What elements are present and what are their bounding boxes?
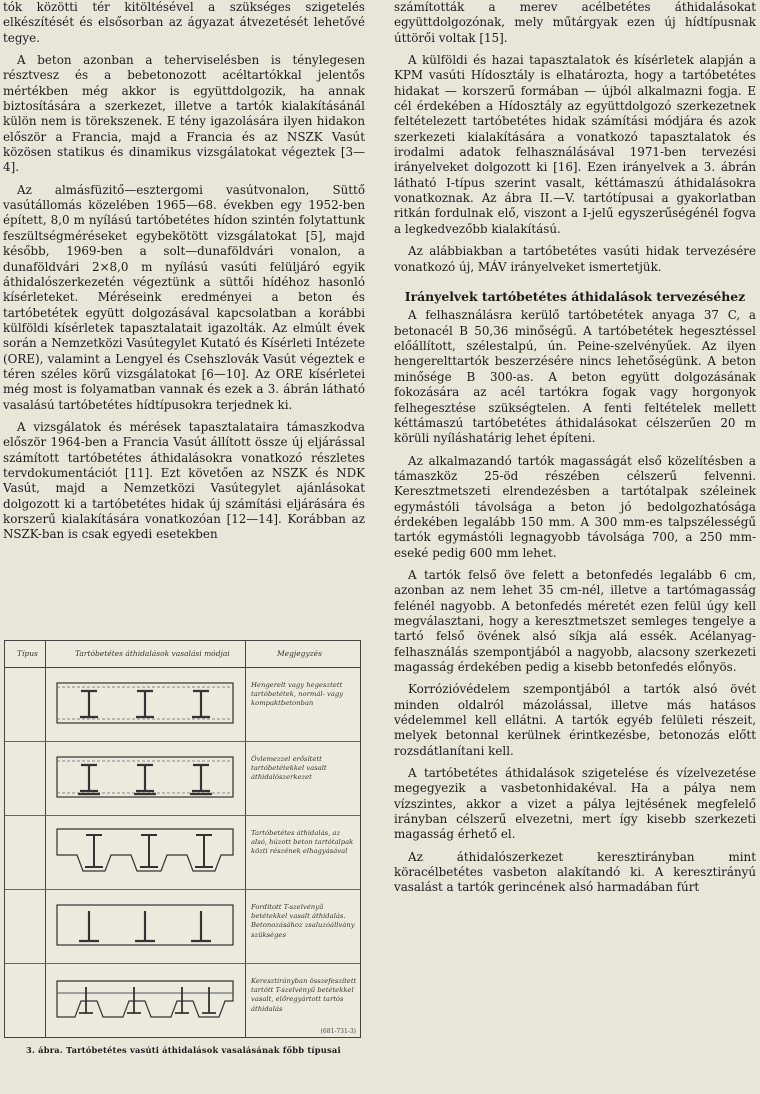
figure-row <box>5 889 360 964</box>
t-beam-mark <box>135 911 155 941</box>
figure-3 <box>4 640 361 1038</box>
t-beam-mark <box>127 987 141 1013</box>
paragraph: A felhasználásra kerülő tartóbetétek anyaga 37 C, a betonacél B 50,36 minőségű. A tartóbetétek hegesztéssel előállított, szélestalpú, ún. Peine-szelvényűek. Az ilyen hengerelttartók beszerzésére nincs lehetőségünk. A beton minősége B 300-as. A beton együtt dolgozásának fokozására az acél tartókra fogak vagy horgonyok felhegesztése szükségtelen. A fenti feltételek mellett kéttámaszú tartóbetétes áthidalásokat célszerűen 20 m körüli nyíláshatárig lehet építeni. <box>394 308 756 446</box>
cross-section-drawing <box>49 963 243 1035</box>
paragraph: Az almásfüzitő—esztergomi vasútvonalon, Süttő vasútállomás közelében 1965—68. években egy 1952-ben épített, 8,0 m nyílású tartóbetétes hídon szintén folytattunk feszültségméréseket egybekötött vizsgálatokat [5], majd később, 1969-ben a solt—dunaföldvári vonalon, a dunaföldvári 2×8,0 m nyílású vasúti felüljáró egyik áthidalószerkezetén végeztünk a süttői hídéhoz hasonló kísérleteket. Méréseink eredményei a beton és tartóbetétek együtt dolgozásával kapcsolatban a korábbi külföldi kísérletek tapasztalatait igazolták. Az elmúlt évek során a Nemzetközi Vasútegylet Kutató és Kísérleti Intézete (ORE), valamint a Lengyel és Csehszlovák Vasút végeztek e téren széles körű vizsgálatokat [6—10]. Az ORE kísérletei még most is folyamatban vannak és ezek a 3. ábrán látható vasalású tartóbetétes hídtípusokra terjednek ki. <box>3 182 366 412</box>
i-beam-mark <box>80 691 98 717</box>
t-beam-mark <box>175 987 189 1013</box>
t-beam-mark <box>202 987 216 1013</box>
paragraph: Korrózióvédelem szempontjából a tartók alsó övét minden oldalról mázolással, illetve más hatásos védelemmel kell ellátni. A tartók egyéb felületi részeit, melyek betonnal kerülnek érintkezésbe, betonozás előtt rozsdátlanítani kell. <box>394 682 756 758</box>
t-beam-mark <box>191 911 211 941</box>
figure-header-notes: Megjegyzés <box>277 649 322 658</box>
i-beam-mark <box>136 765 154 791</box>
figure-row <box>5 741 360 816</box>
t-beam-mark <box>79 987 93 1013</box>
i-beam-mark <box>85 835 103 867</box>
t-beam-mark <box>79 911 99 941</box>
i-beam-mark <box>195 835 213 867</box>
figure-row <box>5 963 360 1037</box>
figure-row <box>5 667 360 742</box>
left-column <box>3 0 365 543</box>
paragraph: Az áthidalószerkezet keresztirányban mint köracélbetétes vasbeton alakítandó ki. A keresztirányú vasalást a tartók gerincének alsó harmadában fúrt <box>394 849 756 895</box>
paragraph: A tartóbetétes áthidalások szigetelése és vízelvezetése megegyezik a vasbetonhidakéval. Ha a pálya nem vízszintes, akkor a vizet a pálya lejtésének megfelelő irányban célszerű elvezetni, mert így kisebb szerkezeti magasság érhető el. <box>394 766 756 842</box>
paragraph: A külföldi és hazai tapasztalatok és kísérletek alapján a KPM vasúti Hídosztály is elhatározta, hogy a tartóbetétes hidakat — korszerű formában — újból alkalmazni fogja. E cél érdekében a Hídosztály az együttdolgozó szerkezetnek feltételezett tartóbetétes hidak számítási módjára és azok szerkezeti kialakítására a vonatkozó tapasztalatok és irodalmi adatok felhasználásával 1971-ben tervezési irányelveket dolgozott ki [16]. Ezen irányelvek a 3. ábrán látható I-típus szerint vasalt, kéttámaszú áthidalásokra vonatkoznak. Az ábra II.—V. tartótípusai a gyakorlatban ritkán fordulnak elő, viszont a I-jelű egyszerűségénél fogva a legkedvezőbb kialakítású. <box>394 53 756 236</box>
figure-row-note: Tartóbetétes áthidalás, az alsó, húzott beton tartótalpak közti részének elhagyásával <box>251 829 354 856</box>
figure-row-note: Fordított T-szelvényű betétekkel vasalt áthidalás. Betonozásához zsaluzóállvány szükséges <box>251 903 355 939</box>
paragraph: A tartók felső öve felett a betonfedés legalább 6 cm, azonban az nem lehet 35 cm-nél, illetve a tartómagasság felénél nagyobb. A betonfedés méretét ezen felül úgy kell megválasztani, hogy a keresztmetszet semleges tengelye a tartó felső övének alsó síkja alá essék. Acélanyag-felhasználás szempontjából a nagyobb, alacsony szerkezeti magasság érdekében pedig a kisebb betonfedés előnyös. <box>394 567 756 674</box>
i-beam-mark <box>140 835 158 867</box>
figure-header-method: Tartóbetétes áthidalások vasalási módjai <box>75 649 230 658</box>
paragraph: Az alkalmazandó tartók magasságát első közelítésben a támaszköz 25-öd részében célszerű felvenni. Keresztmetszeti elrendezésben a tartótalpak széleinek egymástóli távolsága a beton jó bedolgozhatósága érdekében legalább 150 mm. A 300 mm-es talpszélességű tartók egymástóli legnagyobb távolsága 700, a 250 mm-eseké pedig 600 mm lehet. <box>394 453 756 560</box>
cross-section-drawing <box>49 741 243 813</box>
figure-header-row <box>5 641 360 668</box>
section-heading: Irányelvek tartóbetétes áthidalások tervezéséhez <box>404 288 746 304</box>
figure-row <box>5 815 360 890</box>
figure-row-note: Övlemezzel erősített tartóbetétekkel vasalt áthidalószerkezet <box>251 755 327 782</box>
cross-section-drawing <box>49 889 243 961</box>
cross-section-drawing <box>49 815 243 887</box>
i-beam-mark <box>192 765 210 791</box>
paragraph: A vizsgálatok és mérések tapasztalataira támaszkodva először 1964-ben a Francia Vasút állított össze új eljárással számított tartóbetétes áthidalásokra vonatkozó részletes tervdokumentációt [11]. Ezt követően az NSZK és NDK Vasút, majd a Nemzetközi Vasútegylet ajánlásokat dolgozott ki a tartóbetétes hidak új számítási eljárására és korszerű kialakítására vonatkozóan [12—14]. Korábban az NSZK-ban is csak egyedi esetekben <box>3 419 365 542</box>
figure-code: (681-731-3) <box>320 1028 356 1035</box>
figure-header-type: Típus <box>17 649 38 658</box>
i-beam-mark <box>192 691 210 717</box>
i-beam-mark <box>136 691 154 717</box>
figure-row-note: Keresztirányban összefeszített tartótt T-szelvényű betétekkel vasalt, előregyártott tartós áthidalás <box>251 977 357 1013</box>
paragraph: tók közötti tér kitöltésével a szükséges szigetelés elkészítését és elsősorban az ágyazat átvezetését lehetővé tegye. <box>3 0 365 45</box>
right-column <box>394 0 756 896</box>
paragraph: Az alábbiakban a tartóbetétes vasúti hidak tervezésére vonatkozó új, MÁV irányelveket ismertetjük. <box>394 244 756 274</box>
i-beam-mark <box>80 765 98 791</box>
cross-section-drawing <box>49 667 243 739</box>
figure-row-note: Hengerelt vagy hegesztett tartóbetétek, normál- vagy kompaktbetonban <box>251 681 344 708</box>
paragraph: A beton azonban a teherviselésben is ténylegesen résztvesz és a bebetonozott acéltartókkal jelentős mértékben még akkor is együttdolgozik, ha annak biztosítására a szerkezet, illetve a tartók kialakításánál külön nem is törekszenek. E tény igazolására ilyen hidakon először a Francia, majd a Francia és az NSZK Vasút közösen statikus és dinamikus vizsgálatokat végeztek [3—4]. <box>3 53 365 175</box>
figure-caption: 3. ábra. Tartóbetétes vasúti áthidalások vasalásának főbb típusai <box>26 1045 341 1055</box>
slab-outline <box>57 981 233 1017</box>
paragraph: számították a merev acélbetétes áthidalásokat együttdolgozónak, mely műtárgyak ezen új hídtípusnak úttörői voltak [15]. <box>394 0 756 45</box>
